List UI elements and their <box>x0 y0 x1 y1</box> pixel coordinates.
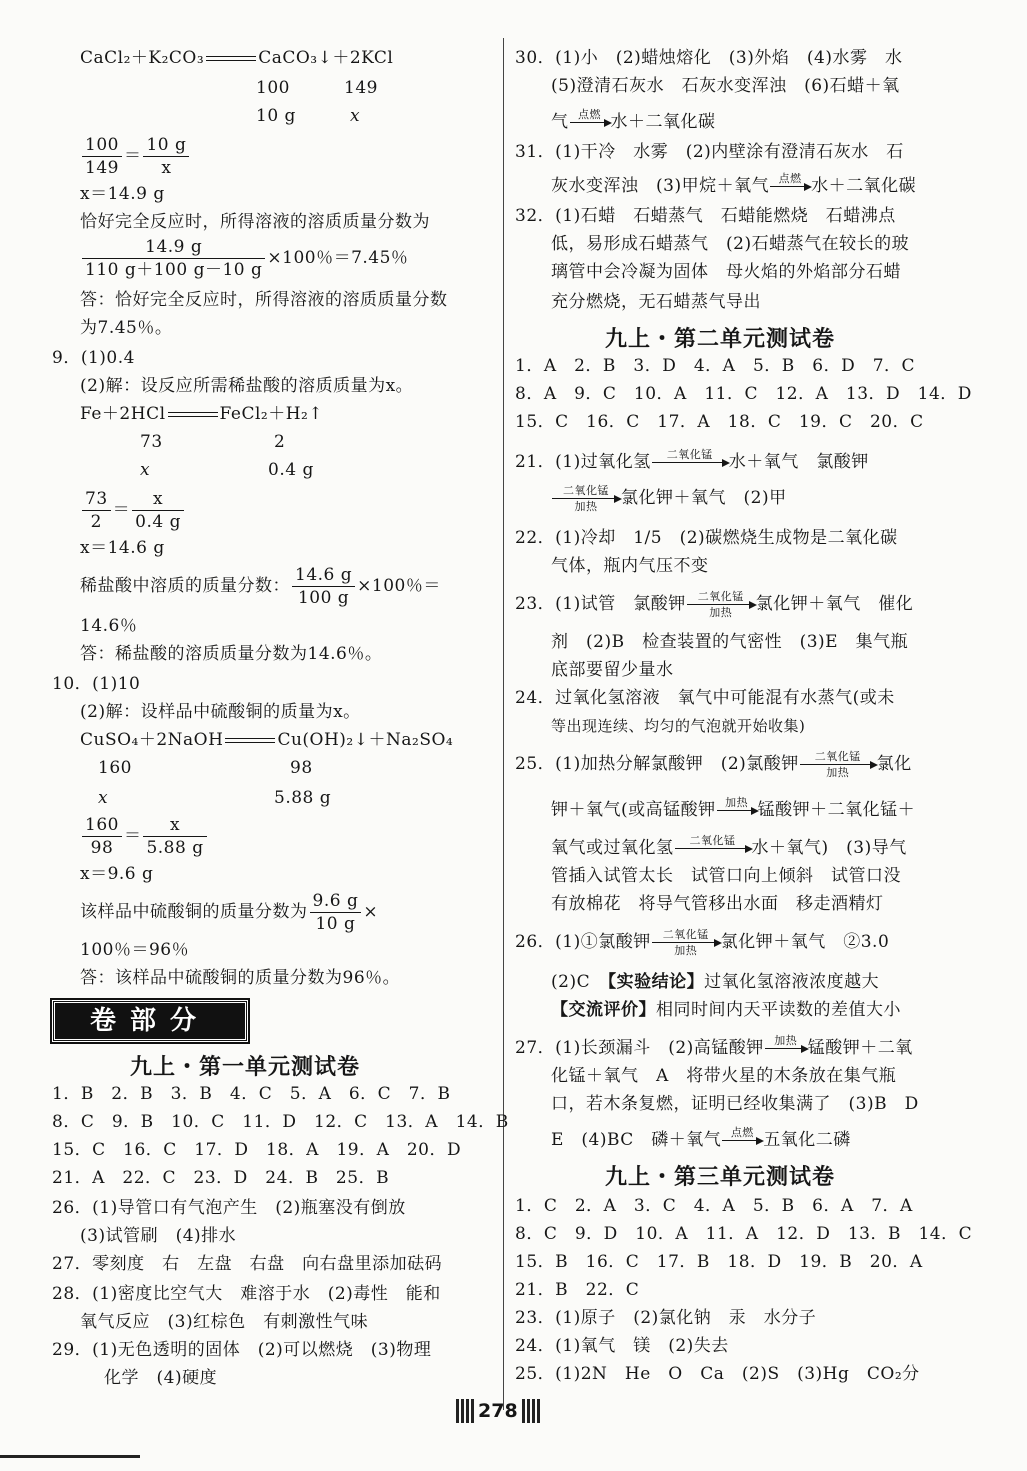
denominator: 98 <box>90 838 114 858</box>
answer-row: 低，易形成石蜡蒸气 (2)石蜡蒸气在较长的玻 <box>551 234 910 254</box>
answer-row: 21．A 22．C 23．D 24．B 25．B <box>52 1168 390 1188</box>
text-span: 五氧化二磷 <box>763 1130 851 1150</box>
text-span: 氧气或过氧化氢 <box>551 838 674 858</box>
calc-tail: ×100％＝7.45％ <box>267 248 409 268</box>
denominator: 2 <box>90 512 102 532</box>
arrow-condition: 加热 <box>709 606 733 619</box>
text-span: 锰酸钾＋二氧化锰＋ <box>757 800 916 820</box>
mass-value: 100 <box>256 78 290 98</box>
equation-line <box>515 450 869 474</box>
denominator: 100 g <box>297 588 350 608</box>
mass-value: 73 <box>140 432 163 452</box>
numerator: 100 <box>82 134 122 157</box>
answer-row: 底部要留少量水 <box>551 660 674 680</box>
page-number <box>456 1397 540 1425</box>
answer-row: 有放棉花 将导气管移出水面 移走酒精灯 <box>551 894 884 914</box>
mass-variable: x <box>98 788 109 808</box>
reaction-arrow <box>652 928 720 957</box>
fraction <box>82 236 265 281</box>
answer-row: 口，若木条复燃，证明已经收集满了 (3)B D <box>551 1094 919 1114</box>
text-span: 氯化 <box>876 754 912 774</box>
answer-line: 为7.45％。 <box>80 318 173 338</box>
proportion: $\frac{100}{149}$ ＝ $\frac{10 g}{x}$ <box>80 134 191 179</box>
corner-rule <box>0 1455 140 1458</box>
result-line: 100％＝96％ <box>80 940 190 960</box>
answer-row: 32．(1)石蜡 石蜡蒸气 石蜡能燃烧 石蜡沸点 <box>515 206 896 226</box>
answer-row: 26．(1)导管口有气泡产生 (2)瓶塞没有倒放 <box>52 1198 406 1218</box>
answer-row: 15．C 16．C 17．D 18．A 19．A 20．D <box>52 1140 462 1160</box>
result-line: x＝9.6 g <box>80 864 154 884</box>
text-span: 氯化钾＋氧气 ②3.0 <box>720 932 890 952</box>
text-span: 锰酸钾＋二氧 <box>807 1038 913 1058</box>
calc-tail: × <box>363 902 379 922</box>
numerator: x <box>143 814 206 837</box>
reaction-arrow <box>765 1034 807 1049</box>
text-line: (2)解：设反应所需稀盐酸的溶质质量为x。 <box>80 376 414 396</box>
text-span: 水＋二氧化碳 <box>811 176 917 196</box>
reaction-arrow <box>717 796 757 811</box>
numerator: 160 <box>82 814 122 837</box>
answer-row: 8．A 9．C 10．A 11．C 12．A 13．D 14．D <box>515 384 972 404</box>
reaction-arrow <box>722 1126 762 1141</box>
section-heading: 九上・第三单元测试卷 <box>605 1165 836 1190</box>
arrow-condition: 点燃 <box>778 172 802 185</box>
equation-line <box>80 728 453 752</box>
calc-prefix: 该样品中硫酸铜的质量分数为 <box>80 902 308 922</box>
answer-row: (5)澄清石灰水 石灰水变浑浊 (6)石蜡＋氧 <box>551 76 900 96</box>
text-span: 水＋氧气) (3)导气 <box>751 838 907 858</box>
page-number-text: 278 <box>478 1400 518 1422</box>
equation-line <box>551 174 916 198</box>
numerator: 14.9 g <box>82 236 265 259</box>
arrow-condition: 加热 <box>826 766 850 779</box>
answer-line: 答：该样品中硫酸铜的质量分数为96％。 <box>80 968 401 988</box>
fraction <box>292 564 355 609</box>
reaction-arrow <box>552 484 620 513</box>
text-span: 27．(1)长颈漏斗 (2)高锰酸钾 <box>515 1038 764 1058</box>
section-heading: 九上・第一单元测试卷 <box>130 1055 361 1080</box>
fraction <box>132 488 184 533</box>
result-line: x＝14.6 g <box>80 538 165 558</box>
mass-value: 149 <box>344 78 378 98</box>
arrow-condition: 二氧化锰 <box>563 484 609 497</box>
reaction-arrow <box>800 750 876 779</box>
answer-row: 管插入试管太长 试管口向上倾斜 试管口没 <box>551 866 901 886</box>
mass-value: 0.4 g <box>268 460 314 480</box>
equals-sign <box>225 738 275 743</box>
numerator: 10 g <box>143 134 189 157</box>
result-line: 14.6％ <box>80 616 138 636</box>
column-divider <box>503 38 504 1410</box>
proportion: $\frac{160}{98}$ ＝ $\frac{x}{5.88 g}$ <box>80 814 209 859</box>
text-span: 26．(1)①氯酸钾 <box>515 932 651 952</box>
equation-products: CaCO₃↓＋2KCl <box>258 48 394 68</box>
fraction <box>82 814 122 859</box>
text-span: 过氧化氢溶液浓度越大 <box>704 972 880 992</box>
answer-line: 答：稀盐酸的溶质质量分数为14.6％。 <box>80 644 383 664</box>
equation-line <box>551 836 907 860</box>
text-line: 恰好完全反应时，所得溶液的溶质质量分数为 <box>80 212 430 232</box>
numerator: 14.6 g <box>292 564 355 587</box>
denominator: 5.88 g <box>146 838 204 858</box>
reaction-arrow <box>570 108 610 123</box>
mass-value: 98 <box>290 758 313 778</box>
barcode-decoration <box>456 1399 474 1423</box>
denominator: 0.4 g <box>135 512 181 532</box>
arrow-condition: 二氧化锰 <box>814 750 861 763</box>
denominator: x <box>161 158 172 178</box>
numerator: x <box>132 488 184 511</box>
mass-value: 10 g <box>256 106 296 126</box>
answer-row: 化学 (4)硬度 <box>104 1368 218 1388</box>
answer-row: 1．C 2．A 3．C 4．A 5．B 6．A 7．A <box>515 1196 913 1216</box>
arrow-condition: 二氧化锰 <box>689 834 736 847</box>
equation-reactants: CuSO₄＋2NaOH <box>80 730 224 750</box>
equals-sign <box>206 56 256 61</box>
equation-line <box>515 750 912 779</box>
equation-line <box>551 110 716 134</box>
equation-line <box>80 402 323 426</box>
answer-row: 22．(1)冷却 1/5 (2)碳燃烧生成物是二氧化碳 <box>515 528 898 548</box>
answer-row: 24．过氧化氢溶液 氧气中可能混有水蒸气(或未 <box>515 688 895 708</box>
text-span: 相同时间内天平读数的差值大小 <box>656 1000 901 1020</box>
answer-row: 1．B 2．B 3．B 4．C 5．A 6．C 7．B <box>52 1084 451 1104</box>
text-span: 氯化钾＋氧气 (2)甲 <box>621 488 787 508</box>
denominator: 110 g＋100 g－10 g <box>85 260 263 280</box>
proportion: $\frac{73}{2}$ ＝ $\frac{x}{0.4 g}$ <box>80 488 186 533</box>
equation-line <box>551 798 915 822</box>
question-10: 10．(1)10 <box>52 674 141 694</box>
answer-row: 氧气反应 (3)红棕色 有刺激性气味 <box>80 1312 369 1332</box>
answer-row: 8．C 9．B 10．C 11．D 12．C 13．A 14．B <box>52 1112 509 1132</box>
equation-reactants: CaCl₂＋K₂CO₃ <box>80 48 205 68</box>
text-span: 23．(1)试管 氯酸钾 <box>515 594 686 614</box>
answer-row: 等出现连续、均匀的气泡就开始收集) <box>551 717 806 735</box>
mass-value: 160 <box>98 758 132 778</box>
mass-value: 2 <box>274 432 286 452</box>
arrow-condition: 点燃 <box>578 108 601 121</box>
answer-row: 23．(1)原子 (2)氯化钠 汞 水分子 <box>515 1308 817 1328</box>
text-span: 灰水变浑浊 (3)甲烷＋氧气 <box>551 176 770 196</box>
answer-row: 气体，瓶内气压不变 <box>551 556 709 576</box>
answer-row: 化锰＋氧气 A 将带火星的木条放在集气瓶 <box>551 1066 897 1086</box>
answer-row: 31．(1)干冷 水雾 (2)内壁涂有澄清石灰水 石 <box>515 142 904 162</box>
answer-row: 璃管中会冷凝为固体 母火焰的外焰部分石蜡 <box>551 262 901 282</box>
equation-products: FeCl₂＋H₂↑ <box>219 404 324 424</box>
mass-variable: x <box>350 106 361 126</box>
answer-row: 8．C 9．D 10．A 11．A 12．D 13．B 14．C <box>515 1224 973 1244</box>
text-span: 气 <box>551 112 569 132</box>
equation-line <box>515 590 914 619</box>
section-banner: 卷部分 <box>52 1000 248 1042</box>
arrow-condition: 加热 <box>674 944 698 957</box>
answer-row <box>551 998 901 1022</box>
fraction <box>82 488 111 533</box>
equation-line <box>80 46 393 70</box>
answer-row: 1．A 2．B 3．D 4．A 5．B 6．D 7．C <box>515 356 916 376</box>
answer-row: 25．(1)2N He O Ca (2)S (3)Hg CO₂分 <box>515 1364 920 1384</box>
mass-value: 5.88 g <box>274 788 332 808</box>
answer-row: 27．零刻度 右 左盘 右盘 向右盘里添加砝码 <box>52 1254 443 1274</box>
text-span: 21．(1)过氧化氢 <box>515 452 651 472</box>
answer-row: 29．(1)无色透明的固体 (2)可以燃烧 (3)物理 <box>52 1340 432 1360</box>
answer-row <box>551 970 879 994</box>
fraction <box>143 814 206 859</box>
calculation <box>80 236 408 281</box>
text-span: 25．(1)加热分解氯酸钾 (2)氯酸钾 <box>515 754 799 774</box>
text-span: 水＋二氧化碳 <box>610 112 716 132</box>
fraction <box>143 134 189 179</box>
arrow-condition: 二氧化锰 <box>666 448 713 461</box>
equation-products: Cu(OH)₂↓＋Na₂SO₄ <box>277 730 454 750</box>
calculation <box>80 890 378 935</box>
arrow-condition: 加热 <box>725 796 749 809</box>
text-span: 水＋氧气 氯酸钾 <box>728 452 869 472</box>
fraction <box>82 134 122 179</box>
equation-line <box>515 1036 913 1060</box>
answer-row: 21．B 22．C <box>515 1280 640 1300</box>
answer-row: 剂 (2)B 检查装置的气密性 (3)E 集气瓶 <box>551 632 909 652</box>
question-9: 9．(1)0.4 <box>52 348 135 368</box>
calculation <box>80 564 441 609</box>
equals-sign <box>168 412 218 417</box>
mass-variable: x <box>140 460 151 480</box>
reaction-arrow <box>687 590 755 619</box>
answer-row: 充分燃烧，无石蜡蒸气导出 <box>551 292 761 312</box>
text-line: (2)解：设样品中硫酸铜的质量为x。 <box>80 702 361 722</box>
equation-line <box>551 484 787 513</box>
equation-line <box>515 928 890 957</box>
bold-label: 【实验结论】 <box>607 972 705 992</box>
result-line: x＝14.9 g <box>80 184 165 204</box>
denominator: 10 g <box>315 914 356 934</box>
section-heading: 九上・第二单元测试卷 <box>605 327 836 352</box>
arrow-condition: 二氧化锰 <box>697 590 744 603</box>
answer-row: 28．(1)密度比空气大 难溶于水 (2)毒性 能和 <box>52 1284 441 1304</box>
answer-row: (3)试管刷 (4)排水 <box>80 1226 237 1246</box>
reaction-arrow <box>652 448 728 463</box>
numerator: 73 <box>82 488 111 511</box>
reaction-arrow <box>770 172 810 187</box>
text-span: E (4)BC 磷＋氧气 <box>551 1130 722 1150</box>
arrow-condition: 加热 <box>774 1034 798 1047</box>
answer-row: 15．C 16．C 17．A 18．C 19．C 20．C <box>515 412 924 432</box>
text-span: 钾＋氧气(或高锰酸钾 <box>551 800 716 820</box>
answer-row: 15．B 16．C 17．B 18．D 19．B 20．A <box>515 1252 923 1272</box>
text-span: (2)C <box>551 972 608 992</box>
answer-row: 24．(1)氧气 镁 (2)失去 <box>515 1336 729 1356</box>
text-span: 氯化钾＋氧气 催化 <box>755 594 914 614</box>
answer-line: 答：恰好完全反应时，所得溶液的溶质质量分数 <box>80 290 448 310</box>
arrow-condition: 点燃 <box>730 1126 754 1139</box>
equation-reactants: Fe＋2HCl <box>80 404 166 424</box>
calc-prefix: 稀盐酸中溶质的质量分数： <box>80 576 290 596</box>
fraction <box>310 890 362 935</box>
equation-line <box>551 1128 851 1152</box>
barcode-decoration <box>522 1399 540 1423</box>
arrow-condition: 二氧化锰 <box>662 928 709 941</box>
numerator: 9.6 g <box>310 890 362 913</box>
arrow-condition: 加热 <box>574 500 598 513</box>
denominator: 149 <box>85 158 119 178</box>
calc-tail: ×100％＝ <box>357 576 441 596</box>
reaction-arrow <box>675 834 751 849</box>
bold-label: 【交流评价】 <box>551 1000 656 1020</box>
answer-row: 30．(1)小 (2)蜡烛熔化 (3)外焰 (4)水雾 水 <box>515 48 903 68</box>
